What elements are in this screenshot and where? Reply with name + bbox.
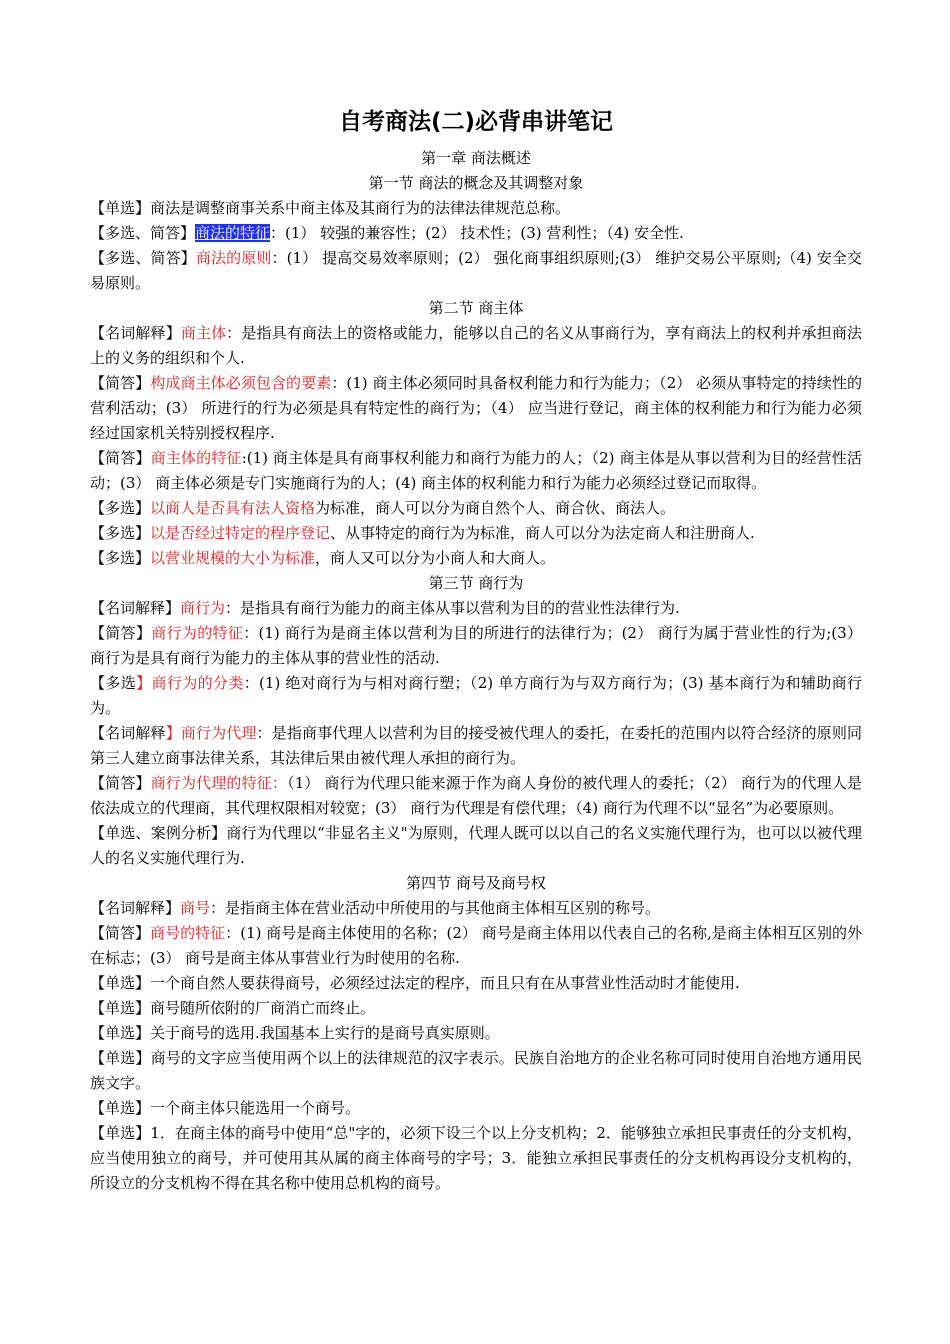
key-term: 构成商主体必须包含的要素	[150, 374, 332, 392]
entry-body: ：(1) 绝对商行为与相对商行塑；（2) 单方商行为与双方商行为；(3) 基本商行为和辅助商行为。	[90, 674, 862, 717]
section-heading: 第四节 商号及商号权	[406, 874, 546, 892]
entry-body: 商号随所依附的厂商消亡而终止。	[150, 999, 376, 1017]
entry-paragraph	[90, 671, 862, 721]
question-type-tag: 【多选】	[90, 549, 151, 567]
entry-paragraph	[90, 521, 862, 546]
entry-body: ，商人又可以分为小商人和大商人。	[315, 549, 556, 567]
question-type-tag: 【名词解释】	[90, 324, 181, 342]
key-term[interactable]: 商法的特征	[195, 224, 271, 242]
question-type-tag: 【多选、简答】	[90, 249, 196, 267]
entry-paragraph	[90, 596, 862, 621]
key-term: 商行为的分类	[151, 674, 244, 692]
question-type-tag: 【多选】	[90, 499, 151, 517]
key-term: 商主体	[180, 324, 227, 342]
question-type-tag: 【简答】	[90, 624, 152, 642]
entry-body: 1．在商主体的商号中使用“总"字的，必须下设三个以上分支机构；2．能够独立承担民事责任的分支机构，应当使用独立的商号，并可使用其从属的商主体商号的字号；3．能独立承担民事责任的分支机构再设分支机构的，所设立的分支机构不得在其名称中使用总机构的商号。	[90, 1124, 862, 1192]
entry-paragraph	[90, 221, 862, 246]
entry-paragraph	[90, 1096, 862, 1121]
entry-body: :(1) 商主体是具有商事权利能力和商行为能力的人；（2) 商主体是从事以营利为目的经营性活动；(3） 商主体必须是专门实施商行为的人；(4) 商主体的权利能力和行为能力必须经过登记而取得。	[90, 449, 862, 492]
entry-paragraph	[90, 721, 862, 771]
chapter-heading: 第一章 商法概述	[421, 149, 531, 167]
question-type-tag: 【单选】	[90, 1049, 151, 1067]
document-title: 自考商法(二)必背串讲笔记	[338, 109, 614, 135]
key-term: 商行为代理	[180, 724, 257, 742]
entry-paragraph	[90, 496, 862, 521]
question-type-tag: 【多选】	[90, 524, 151, 542]
question-type-tag: 【单选】	[90, 974, 151, 992]
entry-paragraph	[90, 771, 862, 821]
key-term: 商行为的特征	[151, 624, 244, 642]
entry-paragraph	[90, 371, 862, 446]
question-type-tag: 【多选、简答】	[90, 224, 196, 242]
question-type-tag: 【名词解释	[90, 724, 166, 742]
entry-body: 商行为代理以“非显名主义"为原则，代理人既可以以自己的名义实施代理行为，也可以以被代理人的名义实施代理行为.	[90, 824, 862, 867]
key-term: 商行为代理的特征：	[150, 774, 288, 792]
question-type-tag: 【多选	[90, 674, 137, 692]
question-type-tag: 【简答】	[90, 449, 151, 467]
entry-paragraph	[90, 196, 862, 221]
section-heading: 第二节 商主体	[428, 299, 524, 317]
entry-body: ：(1) 商主体必须同时具备权利能力和行为能力；（2） 必须从事特定的持续性的营利活动；(3） 所进行的行为必须是具有特定性的商行为；（4） 应当进行登记，商主体的权利能力和行为能力必须经过国家机关特别授权程序.	[90, 374, 862, 442]
entry-body: ：(1) 商行为是商主体以营利为目的所进行的法律行为；(2） 商行为属于营业性的行为;(3） 商行为是具有商行为能力的主体从事的营业性的活动.	[90, 624, 862, 667]
entry-body: ：是指商主体在营业活动中所使用的与其他商主体相互区别的称号。	[210, 899, 661, 917]
question-type-tag: 【简答】	[90, 924, 151, 942]
entry-body: 一个商主体只能选用一个商号。	[150, 1099, 361, 1117]
entry-paragraph	[90, 1046, 862, 1096]
question-type-tag: 【简答】	[90, 374, 151, 392]
section-heading: 第三节 商行为	[428, 574, 524, 592]
key-term: 商号	[180, 899, 211, 917]
key-term: 以营业规模的大小为标准	[150, 549, 316, 567]
question-type-tag: 【名词解释】	[90, 599, 181, 617]
entry-body: 一个商自然人要获得商号，必须经过法定的程序，而且只有在从事营业性活动时才能使用.	[150, 974, 740, 992]
entry-paragraph	[90, 621, 862, 671]
question-type-tag: 【名词解释】	[90, 899, 181, 917]
section-heading: 第一节 商法的概念及其调整对象	[368, 174, 584, 192]
entry-body: ：是指具有商行为能力的商主体从事以营利为目的的营业性法律行为.	[225, 599, 680, 617]
entry-paragraph	[90, 1121, 862, 1196]
entry-paragraph	[90, 996, 862, 1021]
question-type-tag: 【单选】	[90, 1024, 151, 1042]
entry-paragraph	[90, 896, 862, 921]
entry-body: ：(1) 商号是商主体使用的名称；(2） 商号是商主体用以代表自己的名称,是商主体相互区别的外在标志；(3） 商号是商主体从事营业行为时使用的名称.	[90, 924, 862, 967]
entry-paragraph	[90, 971, 862, 996]
question-type-tag: 【单选、案例分析】	[90, 824, 227, 842]
key-term: 商行为	[180, 599, 226, 617]
entry-paragraph	[90, 246, 862, 296]
entry-paragraph	[90, 546, 862, 571]
entry-body: 关于商号的选用.我国基本上实行的是商号真实原则。	[150, 1024, 500, 1042]
question-type-tag-bracket: 】	[165, 724, 181, 742]
question-type-tag: 【单选】	[90, 1099, 151, 1117]
entry-paragraph	[90, 321, 862, 371]
entry-body: ：是指具有商法上的资格或能力，能够以自己的名义从事商行为，享有商法上的权利并承担商法上的义务的组织和个人.	[90, 324, 862, 367]
entry-body: 为标准，商人可以分为商自然个人、商合伙、商法人。	[315, 499, 676, 517]
question-type-tag-bracket: 】	[136, 674, 152, 692]
entry-body: 商号的文字应当使用两个以上的法律规范的汉字表示。民族自治地方的企业名称可同时使用自治地方通用民族文字。	[90, 1049, 862, 1092]
entry-body: ：(1） 提高交易效率原则；(2） 强化商事组织原则;(3） 维护交易公平原则;（4) 安全交易原则。	[90, 249, 862, 292]
entry-paragraph	[90, 1021, 862, 1046]
key-term: 商主体的特征	[150, 449, 242, 467]
entry-body: 、从事特定的商行为为标准，商人可以分为法定商人和注册商人.	[330, 524, 755, 542]
question-type-tag: 【单选】	[90, 999, 151, 1017]
sections-container	[90, 171, 862, 1196]
entry-paragraph	[90, 446, 862, 496]
entry-body: 商法是调整商事关系中商主体及其商行为的法律法律规范总称。	[150, 199, 571, 217]
entry-body: ：是指商事代理人以营利为目的接受被代理人的委托，在委托的范围内以符合经济的原则同第三人建立商事法律关系，其法律后果由被代理人承担的商行为。	[90, 724, 862, 767]
entry-paragraph	[90, 921, 862, 971]
question-type-tag: 【简答】	[90, 774, 151, 792]
key-term: 以是否经过特定的程序登记	[150, 524, 331, 542]
entry-body: （1） 商行为代理只能来源于作为商人身份的被代理人的委托；（2） 商行为的代理人是依法成立的代理商，其代理权限相对较宽；(3） 商行为代理是有偿代理；（4) 商行为代理不以“显名”为必要原则。	[90, 774, 862, 817]
question-type-tag: 【单选】	[90, 1124, 151, 1142]
key-term: 以商人是否具有法人资格	[150, 499, 316, 517]
entry-paragraph	[90, 821, 862, 871]
entry-body: ：(1） 较强的兼容性；(2） 技术性；(3) 营利性；（4) 安全性.	[270, 224, 684, 242]
question-type-tag: 【单选】	[90, 199, 151, 217]
document-page	[90, 104, 862, 1196]
key-term: 商号的特征	[150, 924, 226, 942]
key-term: 商法的原则	[195, 249, 272, 267]
